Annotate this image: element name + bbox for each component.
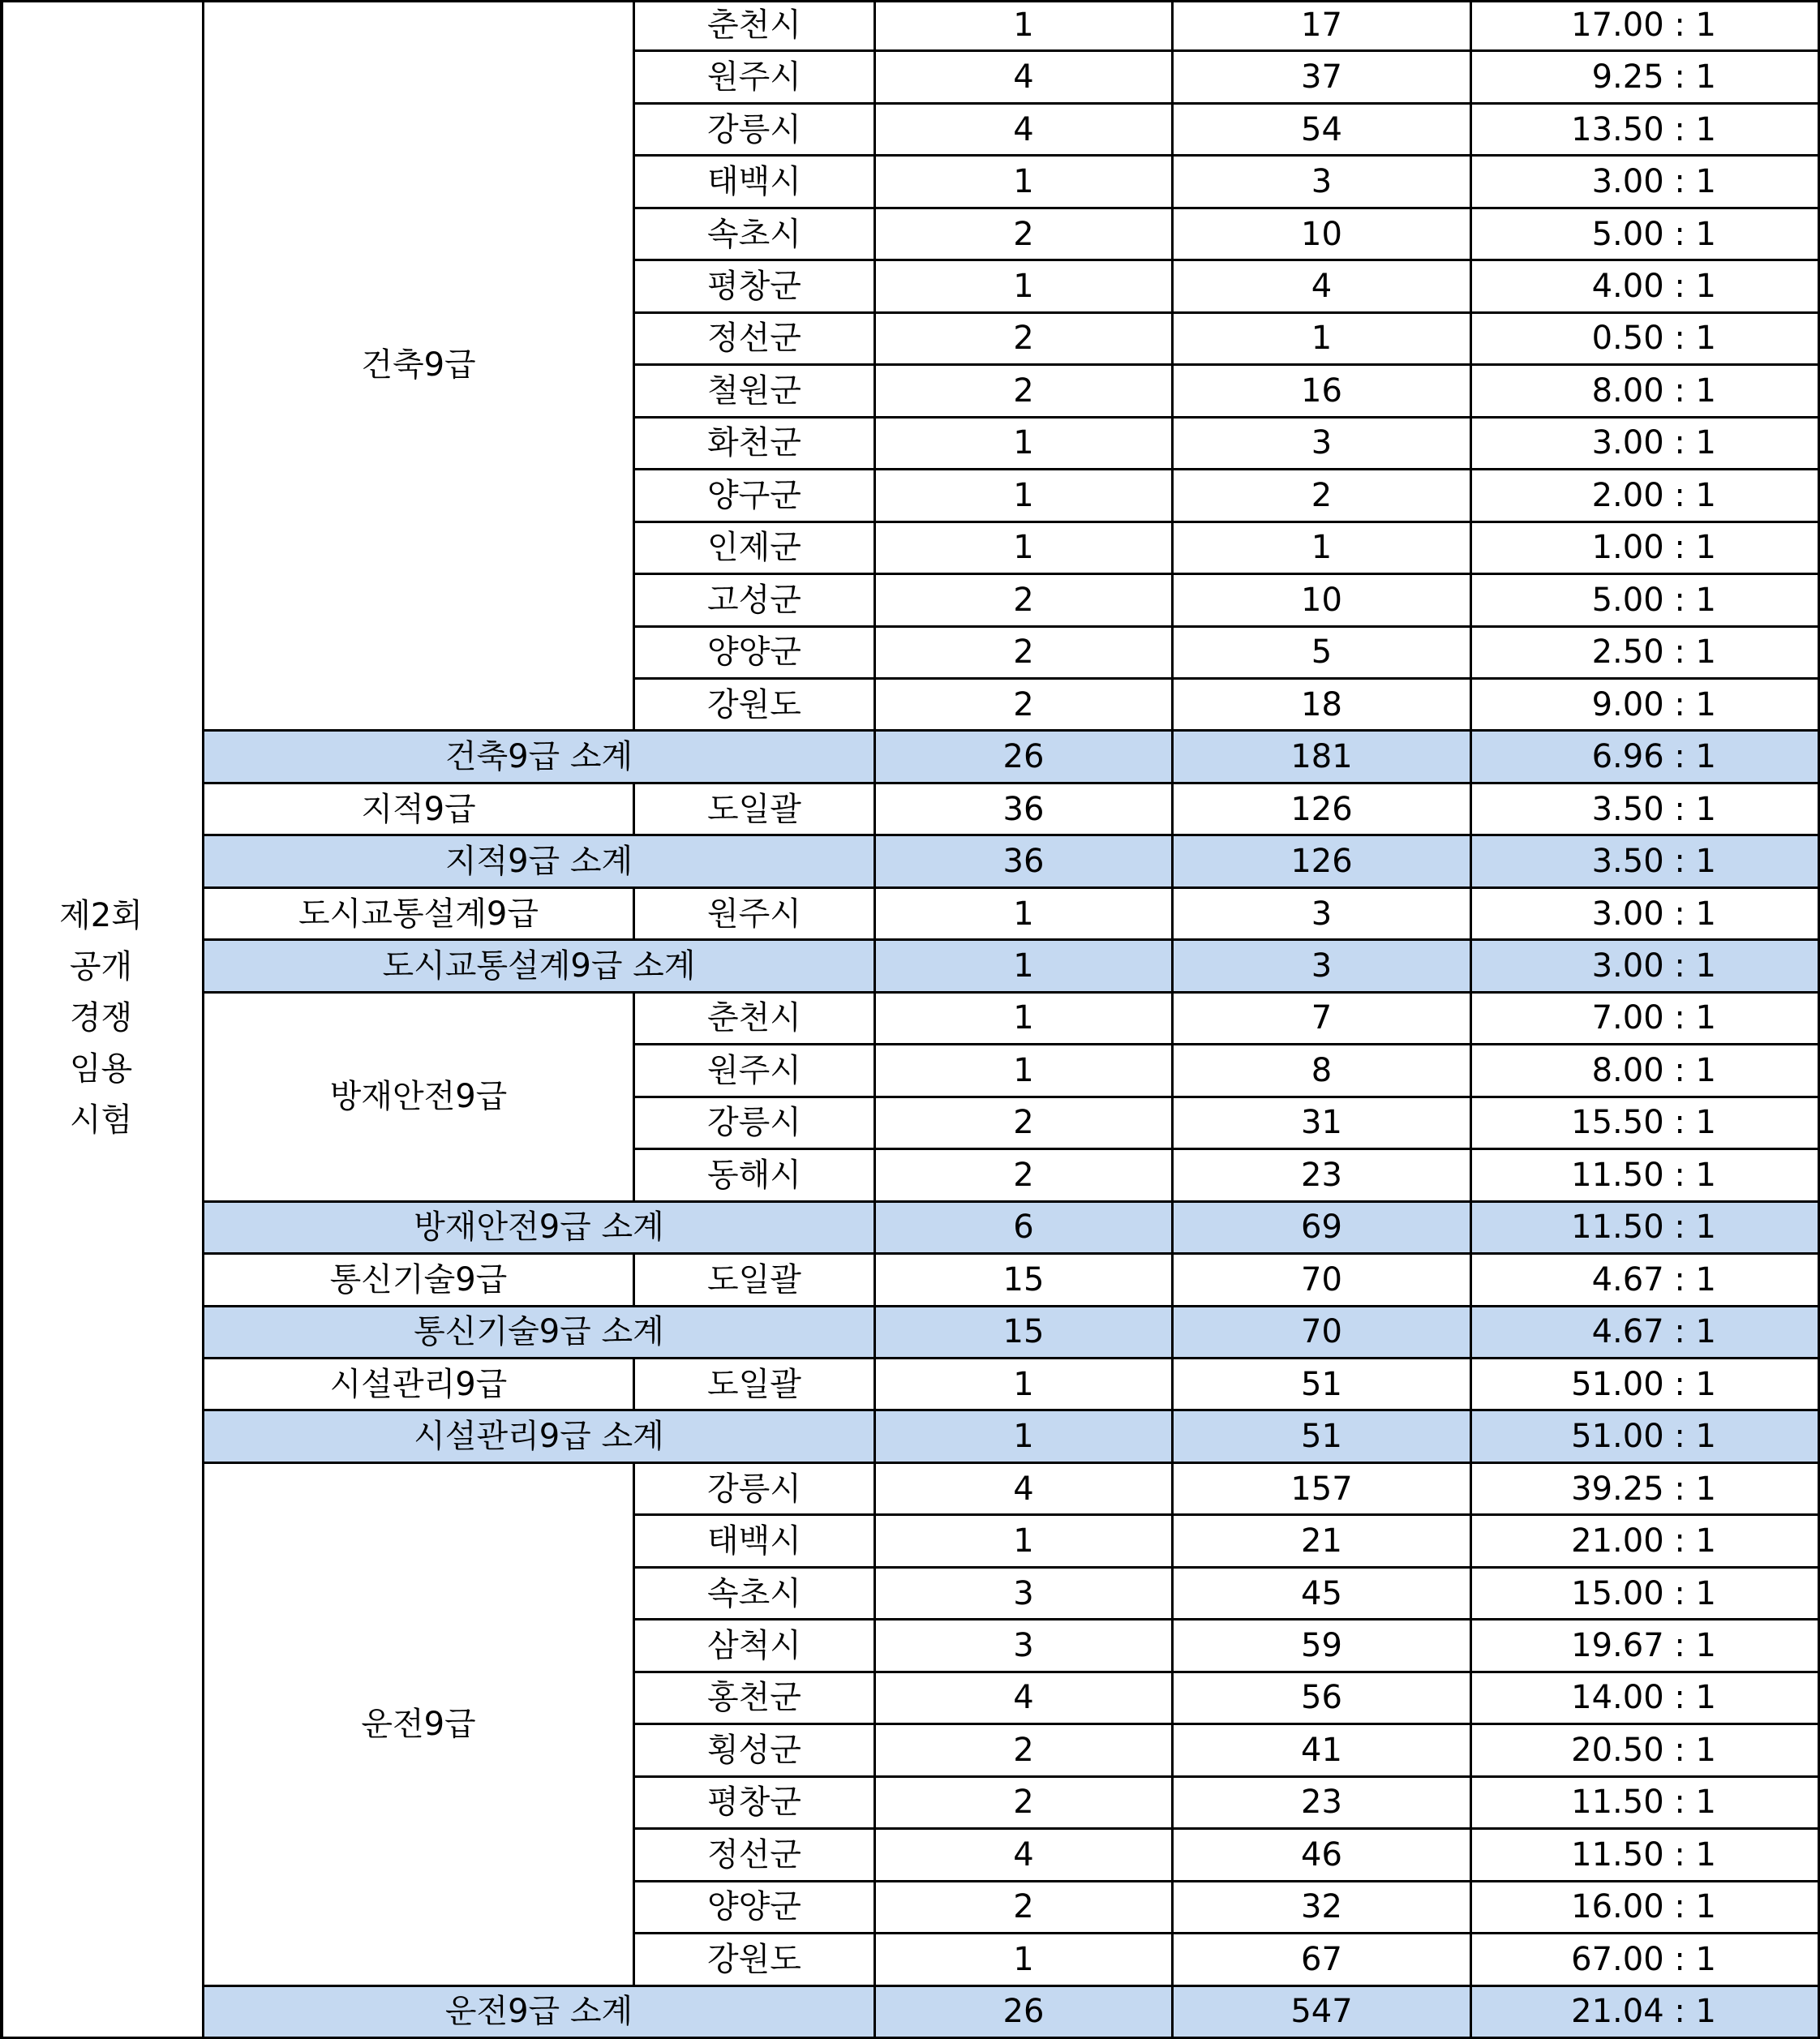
region-cell: 강릉시 [635,1464,876,1516]
region-cell: 고성군 [635,575,876,627]
subtotal-ratio-cell: 3.50 : 1 [1472,836,1820,888]
ratio-cell: 3.00 : 1 [1472,889,1820,941]
subtotal-applicants-cell: 126 [1174,836,1472,888]
quota-cell: 2 [876,1098,1174,1150]
ratio-cell: 9.00 : 1 [1472,680,1820,732]
job-category-cell: 방재안전9급 [204,994,635,1203]
region-cell: 원주시 [635,1045,876,1097]
quota-cell: 2 [876,209,1174,261]
ratio-cell: 3.50 : 1 [1472,784,1820,836]
subtotal-ratio-cell: 11.50 : 1 [1472,1203,1820,1255]
subtotal-ratio-cell: 21.04 : 1 [1472,1987,1820,2039]
subtotal-label-cell: 건축9급 소계 [204,732,876,783]
applicants-cell: 3 [1174,889,1472,941]
ratio-cell: 8.00 : 1 [1472,366,1820,418]
subtotal-quota-cell: 15 [876,1307,1174,1359]
region-cell: 태백시 [635,1516,876,1568]
ratio-cell: 13.50 : 1 [1472,105,1820,157]
quota-cell: 1 [876,0,1174,52]
applicants-cell: 56 [1174,1673,1472,1725]
applicants-cell: 4 [1174,261,1472,313]
quota-cell: 2 [876,680,1174,732]
quota-cell: 3 [876,1620,1174,1672]
region-cell: 삼척시 [635,1620,876,1672]
ratio-cell: 51.00 : 1 [1472,1359,1820,1411]
subtotal-applicants-cell: 69 [1174,1203,1472,1255]
quota-cell: 2 [876,1150,1174,1202]
region-cell: 평창군 [635,1778,876,1830]
ratio-cell: 4.00 : 1 [1472,261,1820,313]
subtotal-quota-cell: 26 [876,732,1174,783]
subtotal-quota-cell: 1 [876,1411,1174,1463]
region-cell: 강릉시 [635,1098,876,1150]
quota-cell: 1 [876,470,1174,522]
subtotal-label-cell: 지적9급 소계 [204,836,876,888]
subtotal-label-cell: 운전9급 소계 [204,1987,876,2039]
exam-name-cell [0,0,204,2039]
region-cell: 강원도 [635,680,876,732]
quota-cell: 1 [876,1359,1174,1411]
subtotal-ratio-cell: 6.96 : 1 [1472,732,1820,783]
subtotal-applicants-cell: 70 [1174,1307,1472,1359]
subtotal-label-cell: 방재안전9급 소계 [204,1203,876,1255]
exam-name-line: 경쟁 [69,999,133,1037]
region-cell: 도일괄 [635,1255,876,1307]
applicants-cell: 10 [1174,209,1472,261]
quota-cell: 2 [876,1778,1174,1830]
region-cell: 도일괄 [635,1359,876,1411]
region-cell: 춘천시 [635,0,876,52]
ratio-cell: 39.25 : 1 [1472,1464,1820,1516]
applicants-cell: 126 [1174,784,1472,836]
subtotal-ratio-cell: 3.00 : 1 [1472,941,1820,993]
ratio-cell: 5.00 : 1 [1472,209,1820,261]
region-cell: 원주시 [635,889,876,941]
applicants-cell: 2 [1174,470,1472,522]
quota-cell: 2 [876,1725,1174,1777]
subtotal-ratio-cell: 51.00 : 1 [1472,1411,1820,1463]
applicants-cell: 41 [1174,1725,1472,1777]
ratio-cell: 14.00 : 1 [1472,1673,1820,1725]
quota-cell: 15 [876,1255,1174,1307]
quota-cell: 1 [876,1934,1174,1986]
ratio-cell: 67.00 : 1 [1472,1934,1820,1986]
region-cell: 정선군 [635,314,876,366]
subtotal-quota-cell: 26 [876,1987,1174,2039]
applicants-cell: 157 [1174,1464,1472,1516]
quota-cell: 1 [876,419,1174,470]
ratio-cell: 0.50 : 1 [1472,314,1820,366]
quota-cell: 2 [876,628,1174,680]
job-category-cell: 도시교통설계9급 [204,889,635,941]
subtotal-applicants-cell: 547 [1174,1987,1472,2039]
subtotal-quota-cell: 1 [876,941,1174,993]
applicants-cell: 31 [1174,1098,1472,1150]
ratio-cell: 11.50 : 1 [1472,1150,1820,1202]
applicants-cell: 54 [1174,105,1472,157]
subtotal-label-cell: 시설관리9급 소계 [204,1411,876,1463]
subtotal-quota-cell: 6 [876,1203,1174,1255]
applicants-cell: 23 [1174,1150,1472,1202]
quota-cell: 1 [876,1045,1174,1097]
exam-name-line: 공개 [69,948,133,985]
applicants-cell: 45 [1174,1569,1472,1620]
applicants-cell: 67 [1174,1934,1472,1986]
ratio-cell: 19.67 : 1 [1472,1620,1820,1672]
quota-cell: 1 [876,1516,1174,1568]
ratio-cell: 16.00 : 1 [1472,1882,1820,1934]
applicants-cell: 16 [1174,366,1472,418]
applicants-cell: 46 [1174,1830,1472,1882]
subtotal-label-cell: 통신기술9급 소계 [204,1307,876,1359]
subtotal-ratio-cell: 4.67 : 1 [1472,1307,1820,1359]
region-cell: 정선군 [635,1830,876,1882]
ratio-cell: 20.50 : 1 [1472,1725,1820,1777]
subtotal-applicants-cell: 3 [1174,941,1472,993]
job-category-cell: 지적9급 [204,784,635,836]
quota-cell: 4 [876,1673,1174,1725]
applicants-cell: 1 [1174,523,1472,575]
applicants-cell: 1 [1174,314,1472,366]
job-category-cell: 운전9급 [204,1464,635,1987]
applicants-cell: 17 [1174,0,1472,52]
quota-cell: 4 [876,1464,1174,1516]
job-category-cell: 건축9급 [204,0,635,732]
applicants-cell: 10 [1174,575,1472,627]
subtotal-applicants-cell: 181 [1174,732,1472,783]
quota-cell: 2 [876,314,1174,366]
exam-name-line: 시험 [69,1101,133,1139]
region-cell: 춘천시 [635,994,876,1045]
ratio-cell: 11.50 : 1 [1472,1778,1820,1830]
quota-cell: 2 [876,575,1174,627]
applicants-cell: 32 [1174,1882,1472,1934]
ratio-cell: 9.25 : 1 [1472,52,1820,104]
applicants-cell: 59 [1174,1620,1472,1672]
quota-cell: 2 [876,366,1174,418]
region-cell: 강원도 [635,1934,876,1986]
quota-cell: 4 [876,52,1174,104]
region-cell: 홍천군 [635,1673,876,1725]
job-category-cell: 통신기술9급 [204,1255,635,1307]
job-category-cell: 시설관리9급 [204,1359,635,1411]
ratio-cell: 2.00 : 1 [1472,470,1820,522]
region-cell: 양양군 [635,628,876,680]
region-cell: 원주시 [635,52,876,104]
applicants-cell: 5 [1174,628,1472,680]
region-cell: 인제군 [635,523,876,575]
quota-cell: 3 [876,1569,1174,1620]
applicants-cell: 18 [1174,680,1472,732]
region-cell: 철원군 [635,366,876,418]
region-cell: 양양군 [635,1882,876,1934]
region-cell: 강릉시 [635,105,876,157]
region-cell: 양구군 [635,470,876,522]
ratio-cell: 8.00 : 1 [1472,1045,1820,1097]
subtotal-applicants-cell: 51 [1174,1411,1472,1463]
ratio-cell: 4.67 : 1 [1472,1255,1820,1307]
subtotal-label-cell: 도시교통설계9급 소계 [204,941,876,993]
quota-cell: 1 [876,157,1174,208]
ratio-cell: 3.00 : 1 [1472,419,1820,470]
quota-cell: 36 [876,784,1174,836]
quota-cell: 1 [876,523,1174,575]
applicants-cell: 37 [1174,52,1472,104]
region-cell: 횡성군 [635,1725,876,1777]
region-cell: 평창군 [635,261,876,313]
region-cell: 태백시 [635,157,876,208]
ratio-cell: 5.00 : 1 [1472,575,1820,627]
quota-cell: 1 [876,889,1174,941]
region-cell: 동해시 [635,1150,876,1202]
ratio-cell: 2.50 : 1 [1472,628,1820,680]
applicants-cell: 70 [1174,1255,1472,1307]
ratio-cell: 17.00 : 1 [1472,0,1820,52]
quota-cell: 2 [876,1882,1174,1934]
subtotal-quota-cell: 36 [876,836,1174,888]
applicants-cell: 3 [1174,419,1472,470]
ratio-cell: 15.50 : 1 [1472,1098,1820,1150]
ratio-cell: 3.00 : 1 [1472,157,1820,208]
applicants-cell: 23 [1174,1778,1472,1830]
quota-cell: 1 [876,994,1174,1045]
ratio-cell: 21.00 : 1 [1472,1516,1820,1568]
exam-name-line: 임용 [69,1050,133,1088]
applicants-cell: 51 [1174,1359,1472,1411]
region-cell: 화천군 [635,419,876,470]
quota-cell: 4 [876,105,1174,157]
ratio-cell: 15.00 : 1 [1472,1569,1820,1620]
region-cell: 도일괄 [635,784,876,836]
region-cell: 속초시 [635,209,876,261]
ratio-cell: 1.00 : 1 [1472,523,1820,575]
applicants-cell: 3 [1174,157,1472,208]
exam-name-line: 제2회 [59,897,143,934]
applicants-cell: 21 [1174,1516,1472,1568]
applicants-cell: 8 [1174,1045,1472,1097]
quota-cell: 1 [876,261,1174,313]
quota-cell: 4 [876,1830,1174,1882]
ratio-cell: 11.50 : 1 [1472,1830,1820,1882]
ratio-cell: 7.00 : 1 [1472,994,1820,1045]
region-cell: 속초시 [635,1569,876,1620]
applicants-cell: 7 [1174,994,1472,1045]
